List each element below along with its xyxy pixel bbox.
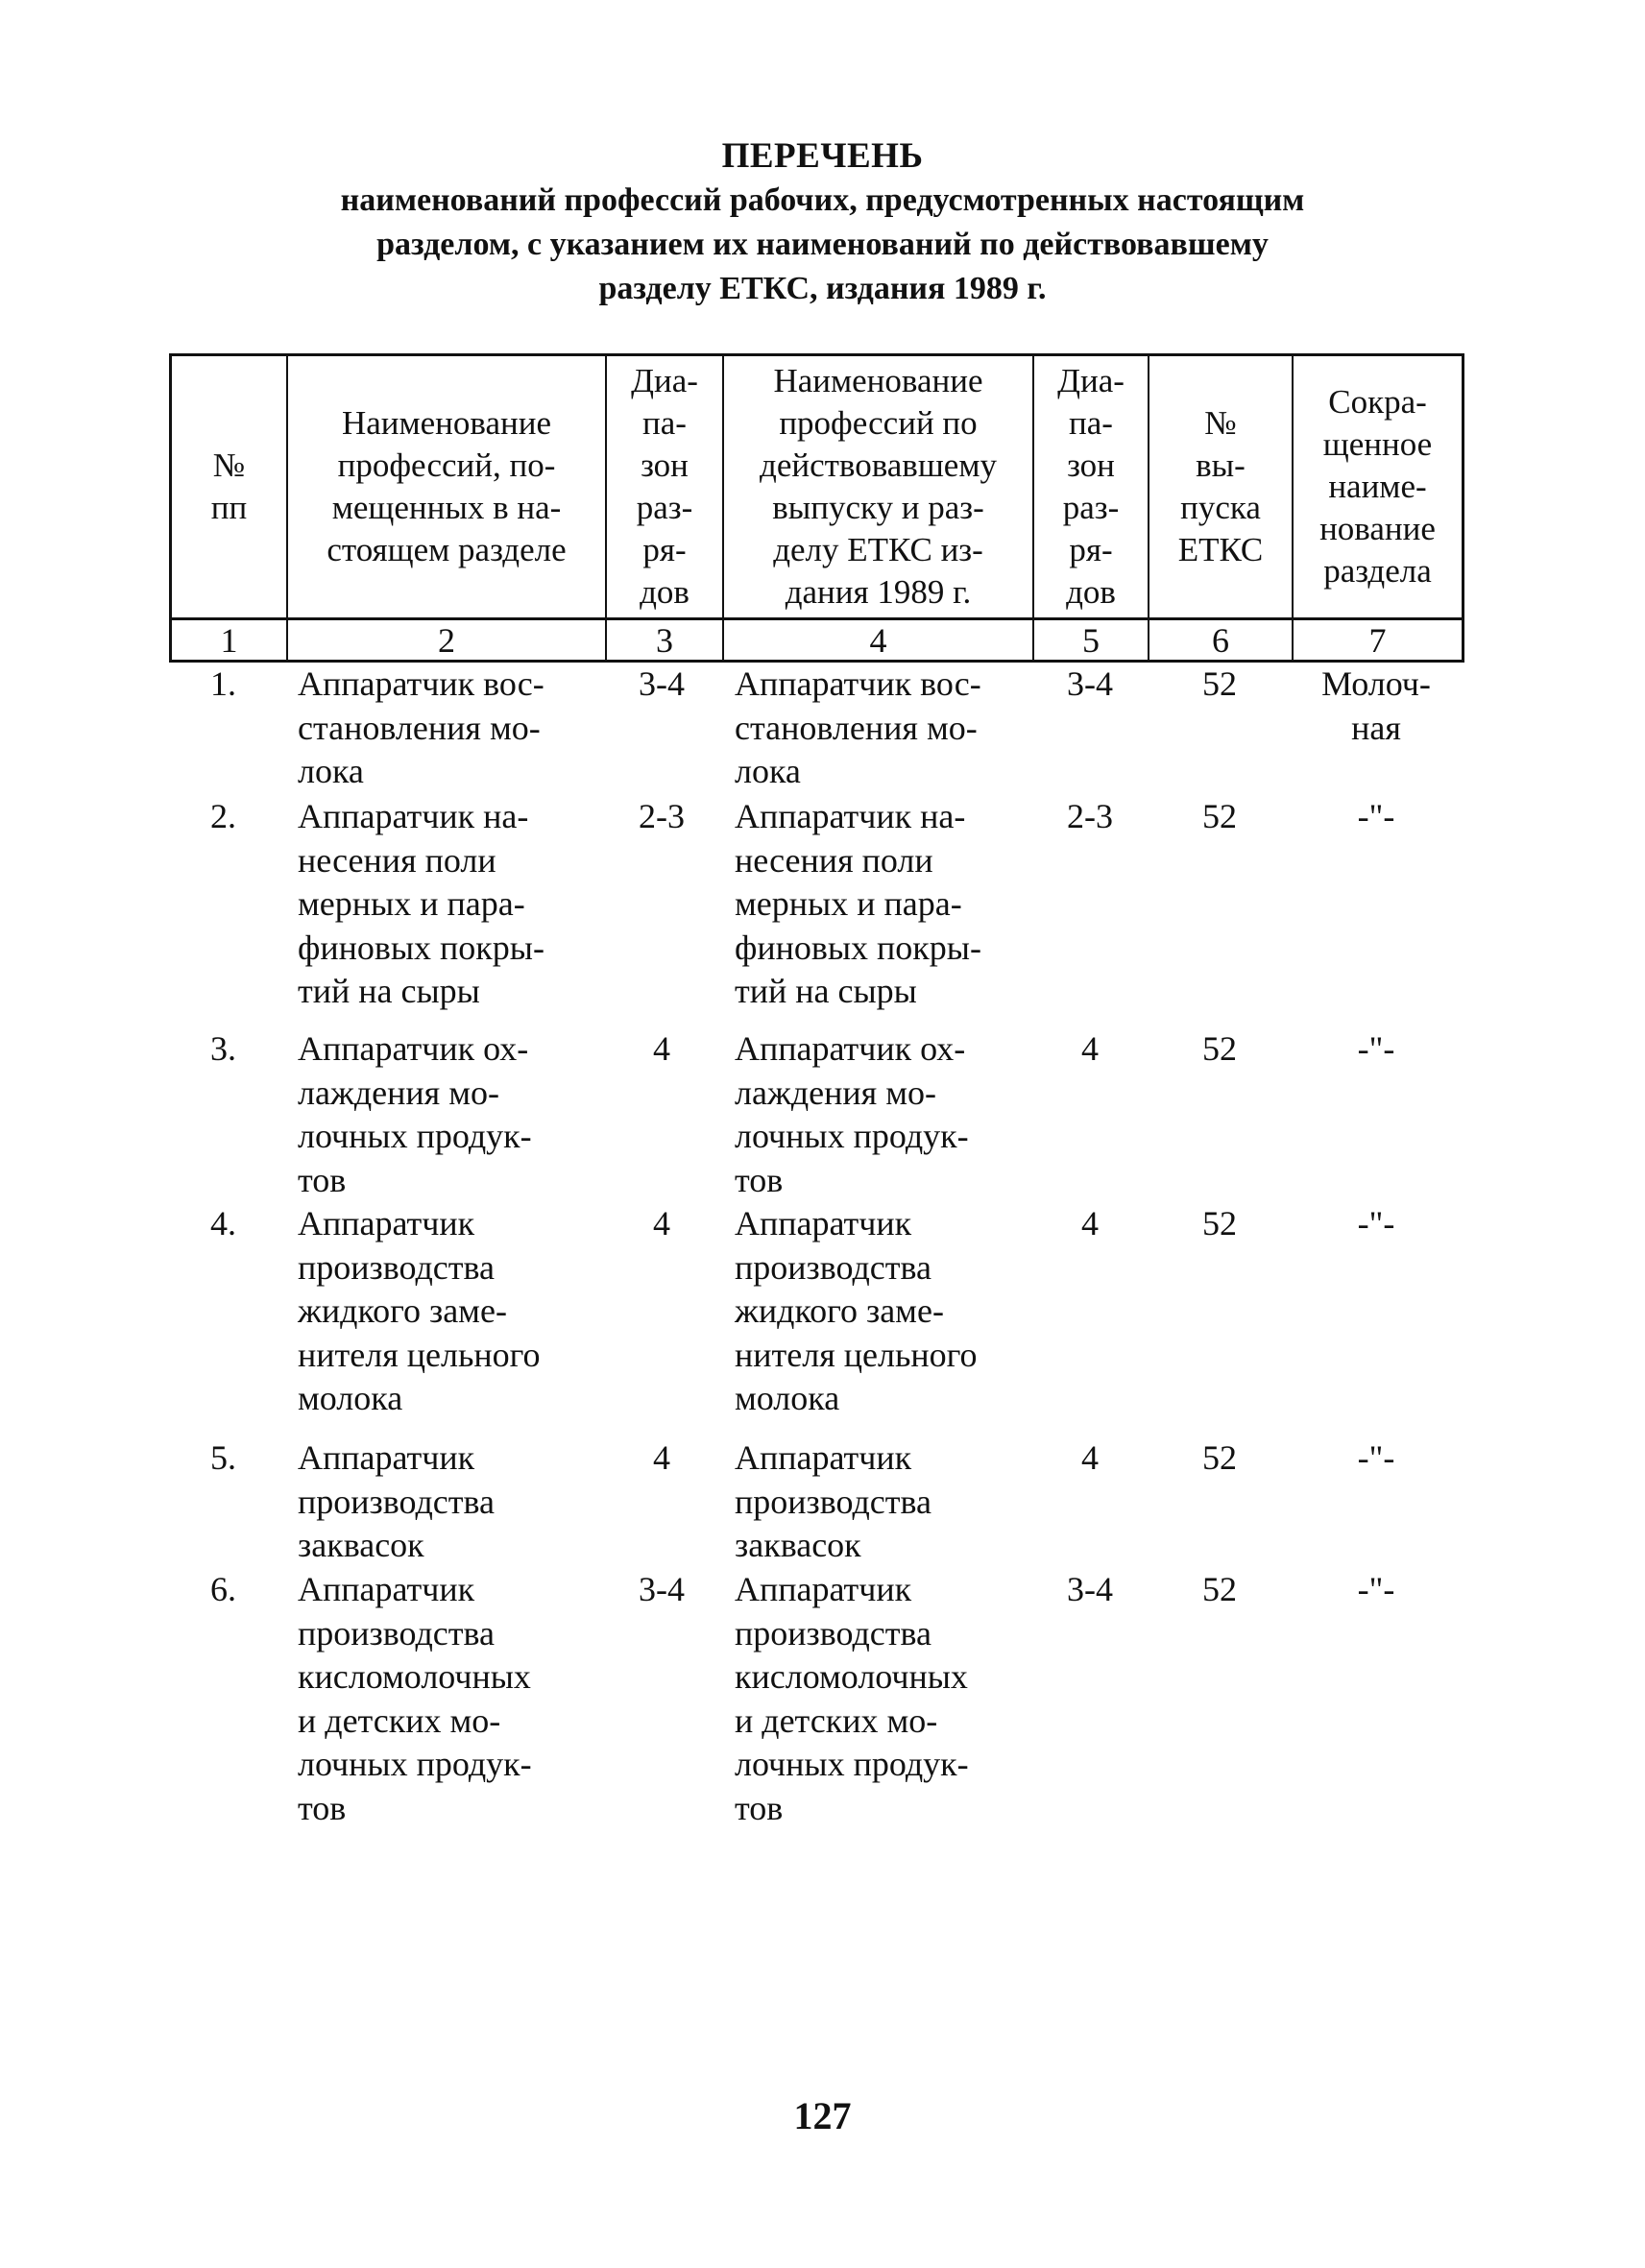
- grade-range: 3-4: [639, 664, 685, 703]
- etks-issue-number: 52: [1202, 1438, 1237, 1477]
- grade-range: 2-3: [639, 797, 685, 835]
- column-header-section: Сокра- щенное наиме- нование раздела: [1319, 383, 1436, 590]
- document-subtitle-line: разделом, с указанием их наименований по действовавшему: [376, 227, 1269, 262]
- section-short-name: -"-: [1357, 1438, 1395, 1477]
- row-number: 3.: [210, 1029, 236, 1068]
- row-number: 6.: [210, 1570, 236, 1608]
- section-short-name: Молоч- ная: [1321, 664, 1431, 747]
- column-number: 4: [869, 620, 887, 660]
- document-header: [0, 134, 1645, 311]
- page-number: 127: [793, 2094, 852, 2137]
- etks-issue-number: 52: [1202, 1204, 1237, 1243]
- column-header-range: Диа- па- зон раз- ря- дов: [631, 362, 698, 611]
- table-row: [0, 795, 1645, 1027]
- row-number: 2.: [210, 797, 236, 835]
- column-number: 5: [1082, 620, 1100, 660]
- old-grade-range: 3-4: [1067, 1570, 1113, 1608]
- old-grade-range: 4: [1081, 1204, 1099, 1243]
- section-short-name: -"-: [1357, 797, 1395, 835]
- profession-name: Аппаратчик вос- становления мо- лока: [298, 664, 544, 790]
- column-number: 7: [1368, 620, 1387, 660]
- etks-issue-number: 52: [1202, 1029, 1237, 1068]
- row-number: 1.: [210, 664, 236, 703]
- table-row: [0, 1436, 1645, 1568]
- column-number: 1: [220, 620, 238, 660]
- section-short-name: -"-: [1357, 1204, 1395, 1243]
- column-number: 2: [438, 620, 455, 660]
- column-header-profession: Наименование профессий, по- мещенных в на- стоящем разделе: [327, 404, 567, 568]
- old-grade-range: 4: [1081, 1438, 1099, 1477]
- grade-range: 4: [653, 1029, 670, 1068]
- etks-issue-number: 52: [1202, 797, 1237, 835]
- section-short-name: -"-: [1357, 1029, 1395, 1068]
- table-header: [169, 353, 1464, 663]
- table-body: [0, 663, 1645, 1837]
- etks-issue-number: 52: [1202, 664, 1237, 703]
- profession-name: Аппаратчик производства заквасок: [298, 1438, 495, 1564]
- column-header-old-range: Диа- па- зон раз- ря- дов: [1057, 362, 1125, 611]
- table-row: [0, 1568, 1645, 1837]
- document-title: ПЕРЕЧЕНЬ: [721, 136, 924, 176]
- old-grade-range: 3-4: [1067, 664, 1113, 703]
- profession-name: Аппаратчик производства жидкого заме- нителя цельного молока: [298, 1204, 541, 1417]
- column-header-old-profession: Наименование профессий по действовавшему выпуску и раз- делу ЕТКС из- дания 1989 г.: [760, 362, 997, 611]
- grade-range: 3-4: [639, 1570, 685, 1608]
- profession-name: Аппаратчик на- несения поли мерных и пара- финовых покры- тий на сыры: [298, 797, 544, 1010]
- column-number: 3: [656, 620, 673, 660]
- document-subtitle-line: разделу ЕТКС, издания 1989 г.: [598, 271, 1047, 306]
- old-profession-name: Аппаратчик производства жидкого заме- нителя цельного молока: [735, 1204, 978, 1417]
- etks-issue-number: 52: [1202, 1570, 1237, 1608]
- table-row: [0, 1027, 1645, 1202]
- profession-name: Аппаратчик производства кисломолочных и детских мо- лочных продук- тов: [298, 1570, 532, 1827]
- old-profession-name: Аппаратчик вос- становления мо- лока: [735, 664, 981, 790]
- section-short-name: -"-: [1357, 1570, 1395, 1608]
- row-number: 5.: [210, 1438, 236, 1477]
- row-number: 4.: [210, 1204, 236, 1243]
- column-header-issue: № вы- пуска ЕТКС: [1177, 404, 1264, 568]
- old-profession-name: Аппаратчик ох- лаждения мо- лочных продук- тов: [735, 1029, 969, 1199]
- table-row: [0, 1202, 1645, 1436]
- old-profession-name: Аппаратчик производства заквасок: [735, 1438, 931, 1564]
- old-grade-range: 4: [1081, 1029, 1099, 1068]
- column-number: 6: [1212, 620, 1229, 660]
- old-profession-name: Аппаратчик производства кисломолочных и детских мо- лочных продук- тов: [735, 1570, 969, 1827]
- profession-name: Аппаратчик ох- лаждения мо- лочных продук- тов: [298, 1029, 532, 1199]
- table-row: [0, 663, 1645, 795]
- document-subtitle-line: наименований профессий рабочих, предусмотренных настоящим: [340, 182, 1305, 218]
- grade-range: 4: [653, 1204, 670, 1243]
- grade-range: 4: [653, 1438, 670, 1477]
- old-grade-range: 2-3: [1067, 797, 1113, 835]
- old-profession-name: Аппаратчик на- несения поли мерных и пара- финовых покры- тий на сыры: [735, 797, 981, 1010]
- column-header-number: № пп: [210, 446, 248, 526]
